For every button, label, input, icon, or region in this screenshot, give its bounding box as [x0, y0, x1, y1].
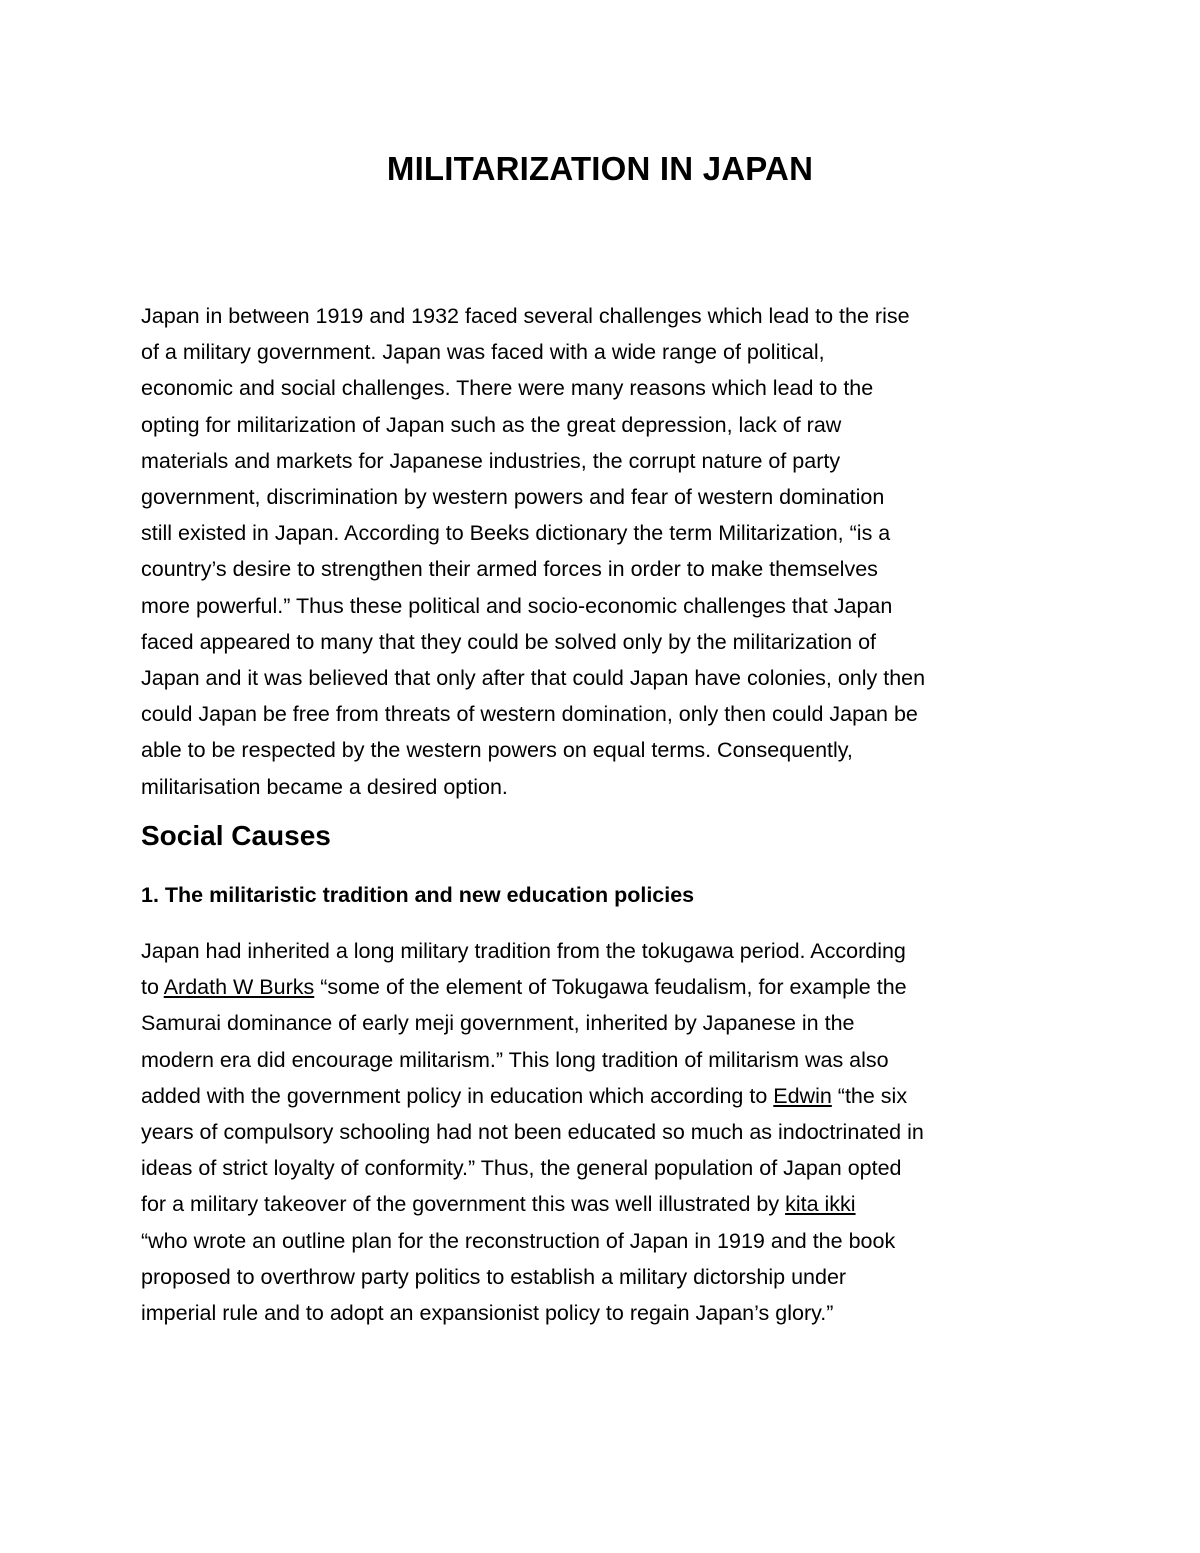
social-line-text: “the six	[831, 1083, 908, 1108]
intro-line: country’s desire to strengthen their armed forces in order to make themselves	[141, 557, 878, 582]
intro-line: militarisation became a desired option.	[141, 774, 508, 799]
intro-line: Japan and it was believed that only after that could Japan have colonies, only then	[141, 666, 926, 691]
social-line: ideas of strict loyalty of conformity.” Thus, the general population of Japan opted	[141, 1156, 902, 1181]
social-line	[141, 1078, 1071, 1114]
intro-line: able to be respected by the western powers on equal terms. Consequently,	[141, 738, 853, 763]
link-ardath-w-burks[interactable]: Ardath W Burks	[163, 975, 315, 1000]
intro-line: faced appeared to many that they could be solved only by the militarization of	[141, 629, 877, 654]
intro-paragraph-block	[141, 298, 1071, 805]
social-line-text: for a military takeover of the government this was well illustrated by	[141, 1192, 786, 1217]
subsection-heading-militaristic-tradition: 1. The militaristic tradition and new education policies	[141, 883, 695, 907]
social-line: Japan had inherited a long military tradition from the tokugawa period. According	[141, 939, 906, 963]
intro-line: opting for militarization of Japan such as the great depression, lack of raw	[141, 412, 842, 437]
link-kita-ikki[interactable]: kita ikki	[785, 1192, 856, 1217]
social-line-text: “some of the element of Tokugawa feudalism, for example the	[314, 975, 907, 1000]
social-line-text: to	[141, 975, 164, 1000]
social-line	[141, 1186, 1071, 1222]
social-line-text: added with the government policy in education which according to	[141, 1083, 774, 1108]
link-edwin[interactable]: Edwin	[773, 1083, 832, 1108]
intro-paragraph	[141, 298, 1071, 805]
intro-line: government, discrimination by western powers and fear of western domination	[141, 485, 885, 510]
social-line: Samurai dominance of early meji government, inherited by Japanese in the	[141, 1011, 855, 1036]
intro-line: Japan in between 1919 and 1932 faced several challenges which lead to the rise	[141, 304, 910, 328]
intro-line: materials and markets for Japanese industries, the corrupt nature of party	[141, 448, 841, 473]
social-causes-paragraph	[141, 933, 1071, 1331]
social-line: imperial rule and to adopt an expansionist policy to regain Japan’s glory.”	[141, 1301, 834, 1326]
intro-line: still existed in Japan. According to Beeks dictionary the term Militarization, “is a	[141, 521, 891, 546]
social-line: modern era did encourage militarism.” This long tradition of militarism was also	[141, 1047, 889, 1072]
intro-line: of a military government. Japan was faced with a wide range of political,	[141, 340, 825, 365]
document-title: MILITARIZATION IN JAPAN	[386, 150, 814, 187]
intro-line: could Japan be free from threats of western domination, only then could Japan be	[141, 702, 918, 727]
social-line: “who wrote an outline plan for the reconstruction of Japan in 1919 and the book	[141, 1228, 896, 1253]
social-line	[141, 969, 1071, 1005]
section-heading-social-causes: Social Causes	[141, 820, 331, 851]
intro-line: economic and social challenges. There were many reasons which lead to the	[141, 376, 874, 401]
intro-line: more powerful.” Thus these political and socio-economic challenges that Japan	[141, 593, 893, 618]
social-line: proposed to overthrow party politics to establish a military dictorship under	[141, 1264, 847, 1289]
social-line: years of compulsory schooling had not been educated so much as indoctrinated in	[141, 1120, 924, 1145]
